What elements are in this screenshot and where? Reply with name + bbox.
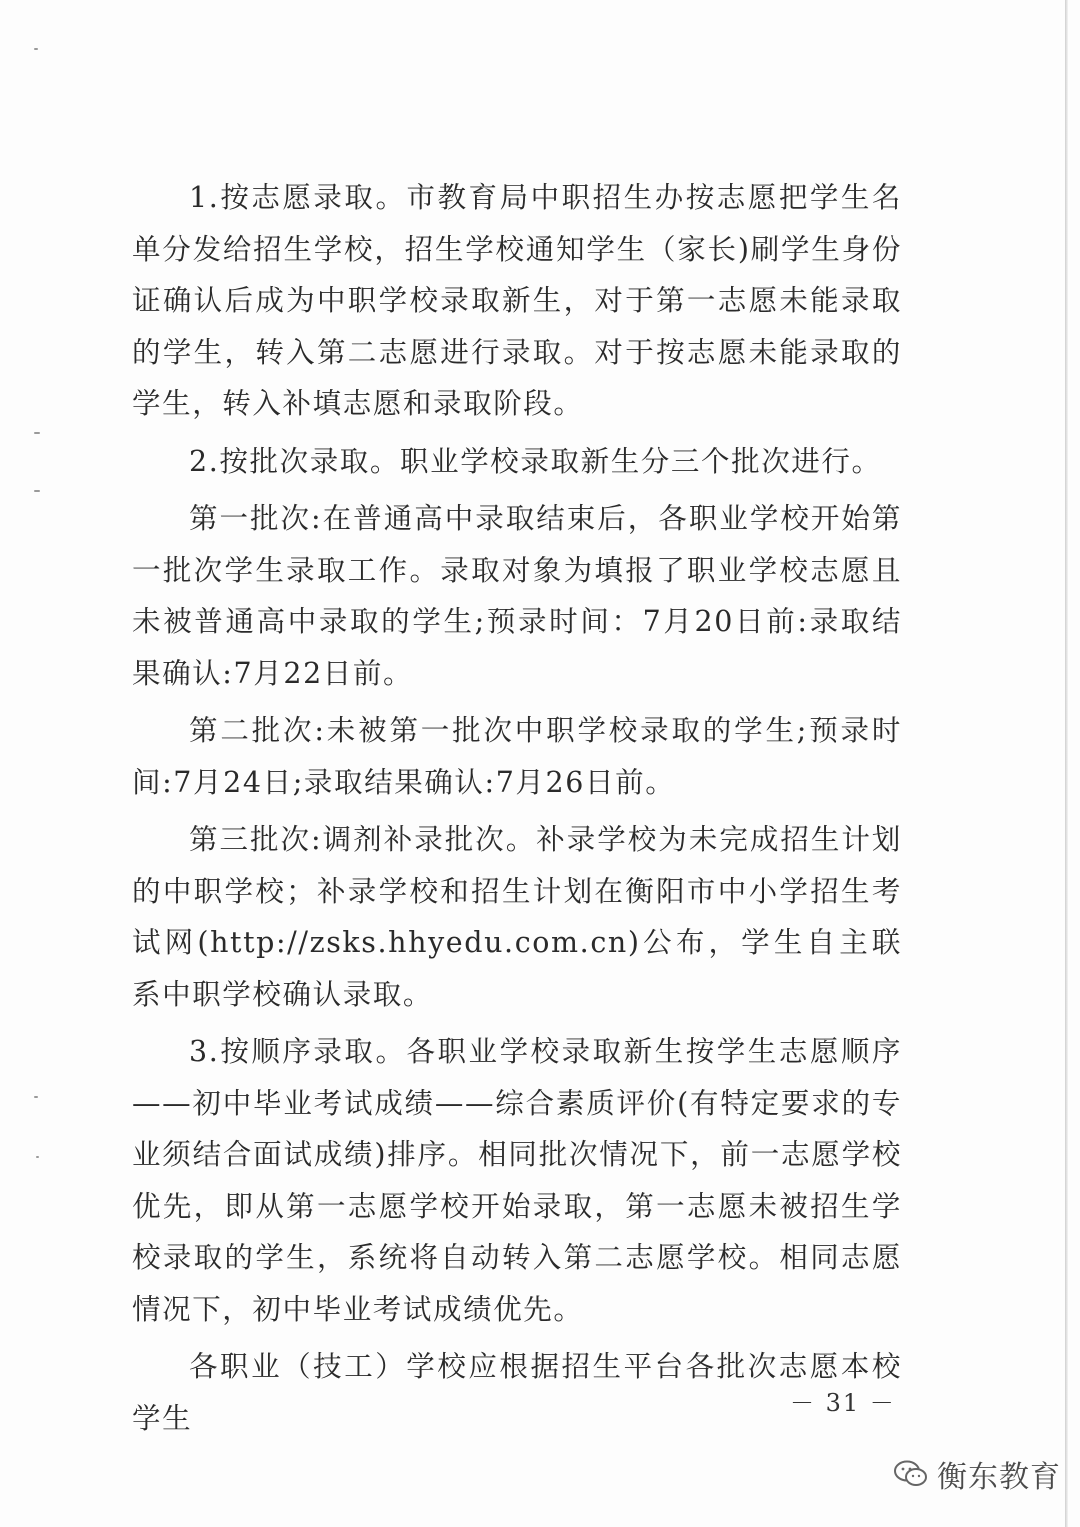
paragraph-second-batch: 第二批次:未被第一批次中职学校录取的学生;预录时间:7月24日;录取结果确认:7月26日前。 (132, 714, 902, 799)
wechat-icon (893, 1459, 929, 1489)
paragraph-admit-by-preference: 1.按志愿录取。市教育局中职招生办按志愿把学生名单分发给招生学校，招生学校通知学生（家长)刷学生身份证确认后成为中职学校录取新生，对于第一志愿未能录取的学生，转入第二志愿进行录取。对于按志愿未能录取的学生，转入补填志愿和录取阶段。 (132, 181, 902, 420)
paragraph-admit-by-order: 3.按顺序录取。各职业学校录取新生按学生志愿顺序——初中毕业考试成绩——综合素质评价(有特定要求的专业须结合面试成绩)排序。相同批次情况下，前一志愿学校优先，即从第一志愿学校开始录取，第一志愿未被招生学校录取的学生，系统将自动转入第二志愿学校。相同志愿情况下，初中毕业考试成绩优先。 (132, 1035, 902, 1326)
body-text (132, 172, 902, 1444)
scan-speck (34, 48, 38, 50)
scan-speck (34, 490, 40, 492)
paragraph-vocational-schools: 各职业（技工）学校应根据招生平台各批次志愿本校学生 (132, 1350, 902, 1435)
paragraph-first-batch: 第一批次:在普通高中录取结束后，各职业学校开始第一批次学生录取工作。录取对象为填报了职业学校志愿且未被普通高中录取的学生;预录时间：7月20日前:录取结果确认:7月22日前。 (132, 502, 902, 690)
scan-speck (34, 432, 40, 434)
scan-speck (34, 1096, 38, 1098)
paragraph-third-batch: 第三批次:调剂补录批次。补录学校为未完成招生计划的中职学校；补录学校和招生计划在衡阳市中小学招生考试网(http://zsks.hhyedu.com.cn)公布，学生自主联系中职学校确认录取。 (132, 823, 902, 1011)
scan-speck (36, 1156, 39, 1158)
watermark-text: 衡东教育 (937, 1460, 1061, 1495)
paragraph-admit-by-batch: 2.按批次录取。职业学校录取新生分三个批次进行。 (189, 444, 882, 478)
page-edge-shadow (1065, 0, 1068, 1527)
watermark (893, 1452, 1061, 1496)
page-number: － 31 － (790, 1389, 896, 1417)
